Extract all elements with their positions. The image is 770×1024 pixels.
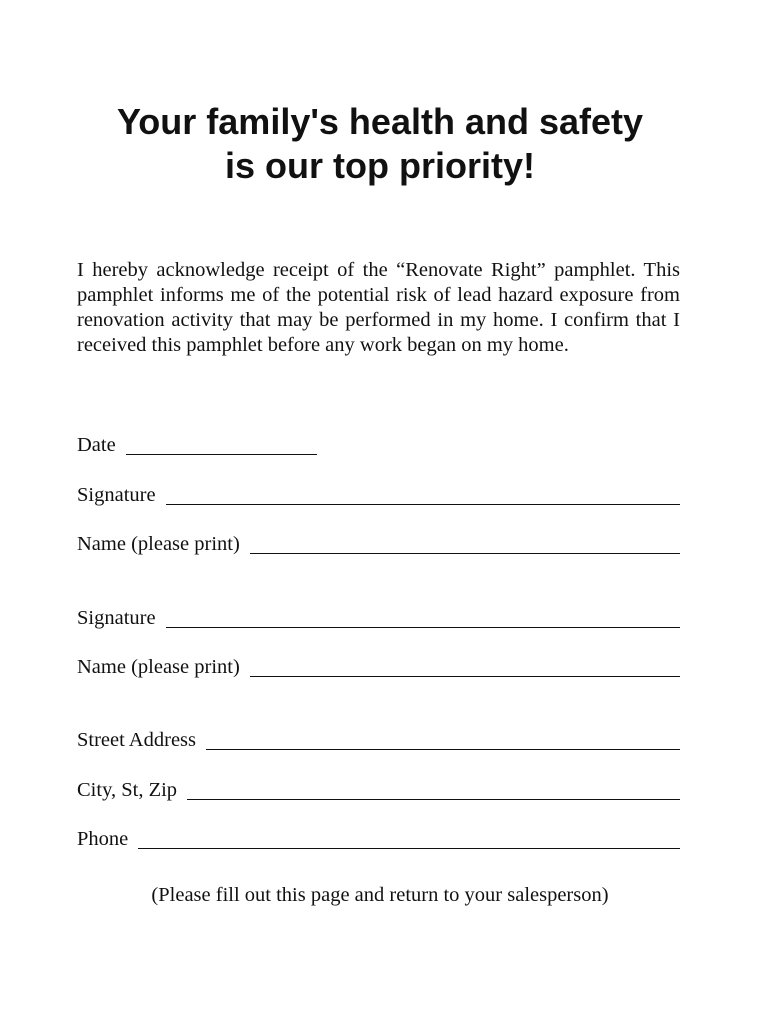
city-st-zip-input-line[interactable]: [187, 779, 680, 800]
title-line-1: Your family's health and safety: [116, 101, 644, 142]
signature-input-line-2[interactable]: [166, 607, 680, 628]
street-address-field[interactable]: [77, 727, 680, 753]
date-input-line[interactable]: [126, 434, 317, 455]
phone-field[interactable]: [77, 826, 680, 852]
signature-field-1[interactable]: [77, 482, 680, 508]
city-st-zip-label: City, St, Zip: [77, 779, 178, 801]
title-line-2: is our top priority!: [225, 145, 535, 186]
signature-input-line-1[interactable]: [166, 484, 680, 505]
phone-input-line[interactable]: [138, 828, 680, 849]
signature-label-2: Signature: [77, 607, 156, 629]
name-field-2[interactable]: [77, 654, 680, 680]
phone-label: Phone: [77, 828, 129, 850]
page-title: [60, 100, 700, 188]
city-st-zip-field[interactable]: [77, 777, 680, 803]
name-input-line-1[interactable]: [250, 533, 680, 554]
street-address-label: Street Address: [77, 729, 196, 751]
signature-field-2[interactable]: [77, 605, 680, 631]
date-field[interactable]: [77, 432, 317, 458]
return-instructions: (Please fill out this page and return to your salesperson): [151, 884, 609, 906]
name-field-1[interactable]: [77, 531, 680, 557]
acknowledgement-paragraph: I hereby acknowledge receipt of the “Renovate Right” pamphlet. This pamphlet informs me of the potential risk of lead hazard exposure from renovation activity that may be performed in my home. I confirm that I received this pamphlet before any work began on my home.: [77, 259, 680, 356]
date-label: Date: [77, 434, 116, 456]
signature-label-1: Signature: [77, 484, 156, 506]
name-label-1: Name (please print): [77, 533, 240, 555]
name-label-2: Name (please print): [77, 656, 240, 678]
street-address-input-line[interactable]: [206, 729, 680, 750]
name-input-line-2[interactable]: [250, 656, 680, 677]
